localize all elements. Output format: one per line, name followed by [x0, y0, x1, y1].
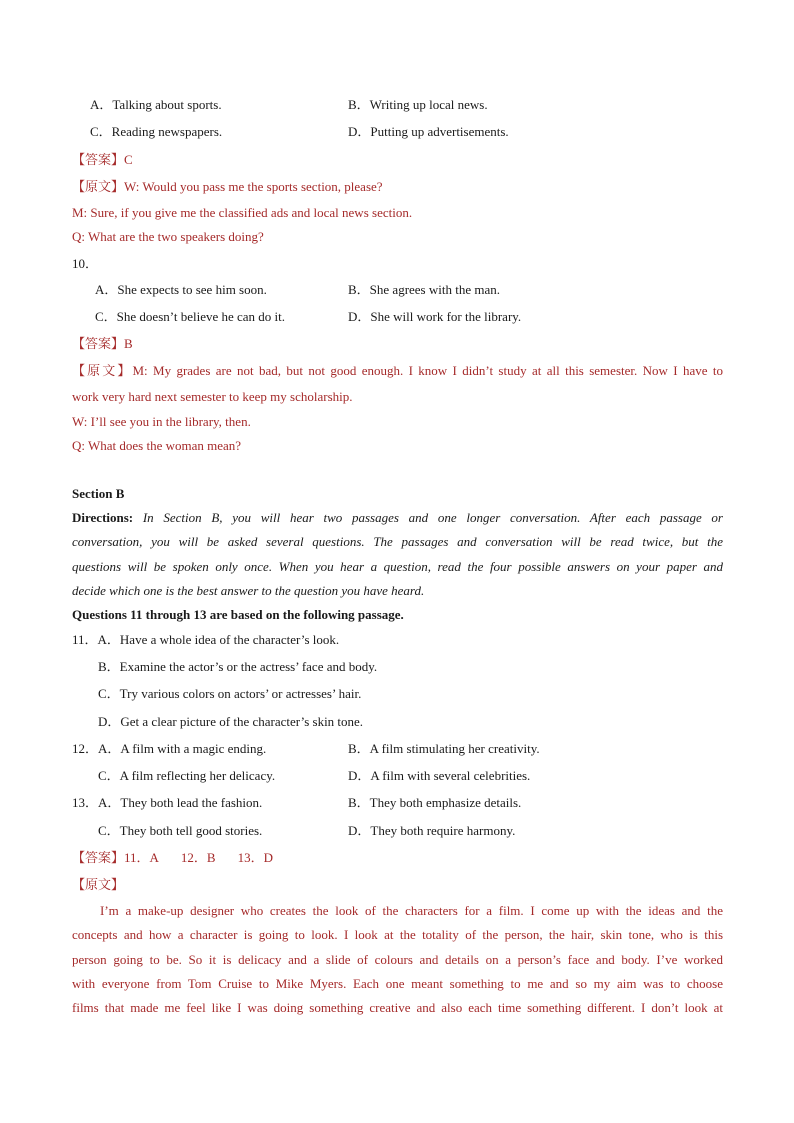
- q13-option-a: 13．A．They both lead the fashion.: [72, 795, 263, 810]
- transcript-line-5: films that made me feel like I was doing something creative and also each time something different. I don’t look at: [72, 1000, 723, 1015]
- q10-option-b: B．She agrees with the man.: [348, 282, 500, 297]
- q10-option-d: D．She will work for the library.: [348, 309, 522, 324]
- q9-answer: 【答案】C: [72, 152, 133, 167]
- q9-transcript-line-1: [72, 179, 383, 195]
- q9-transcript-question: Q: What are the two speakers doing?: [72, 229, 264, 244]
- q10-transcript-line-3: W: I’ll see you in the library, then.: [72, 414, 251, 429]
- q11-option-d: D．Get a clear picture of the character’s skin tone.: [98, 714, 364, 729]
- q12-option-c: C．A film reflecting her delicacy.: [98, 768, 276, 783]
- directions-line-1: [72, 510, 723, 526]
- q12-option-d: D．A film with several celebrities.: [348, 768, 531, 783]
- transcript-line-1: I’m a make-up designer who creates the look of the characters for a film. I come up with the ideas and the: [100, 903, 723, 918]
- answers-label: 【答案】: [72, 850, 125, 865]
- answers-11-13: [72, 850, 273, 866]
- q9-option-c: C．Reading newspapers.: [90, 124, 223, 139]
- directions-line-4: decide which one is the best answer to the question you have heard.: [72, 583, 425, 598]
- directions-text-1: In Section B, you will hear two passages and one longer conversation. After each passage or: [133, 510, 723, 525]
- q13-option-d: D．They both require harmony.: [348, 823, 516, 838]
- transcript-11-13-label: 【原文】: [72, 877, 125, 892]
- directions-line-2: conversation, you will be asked several questions. The passages and conversation will be read twice, but the: [72, 534, 723, 549]
- q10-option-a: A．She expects to see him soon.: [95, 282, 267, 297]
- q13-option-c: C．They both tell good stories.: [98, 823, 263, 838]
- q9-transcript-line-2: M: Sure, if you give me the classified ads and local news section.: [72, 205, 413, 220]
- q10-transcript-text-1: M: My grades are not bad, but not good enough. I know I didn’t study at all this semester. Now I have to: [132, 363, 723, 378]
- directions-label: Directions:: [72, 510, 134, 525]
- q9-transcript-text-1: W: Would you pass me the sports section, please?: [124, 179, 383, 194]
- q11-option-a: 11．A．Have a whole idea of the character’s look.: [72, 632, 340, 647]
- q10-transcript-label: 【原文】: [72, 363, 133, 378]
- directions-line-3: questions will be spoken only once. When you hear a question, read the four possible answers on your paper and: [72, 559, 723, 574]
- q9-option-d: D．Putting up advertisements.: [348, 124, 509, 139]
- q10-transcript-line-2: work very hard next semester to keep my scholarship.: [72, 389, 353, 404]
- q9-option-b: B．Writing up local news.: [348, 97, 488, 112]
- transcript-line-3: person going to be. So it is delicacy and a slide of colours and details on a person’s face and body. I’ve worked: [72, 952, 723, 967]
- q10-transcript-line-1: [72, 363, 723, 379]
- q11-option-b: B．Examine the actor’s or the actress’ face and body.: [98, 659, 378, 674]
- q10-option-c: C．She doesn’t believe he can do it.: [95, 309, 286, 324]
- q13-option-b: B．They both emphasize details.: [348, 795, 522, 810]
- q11-option-c: C．Try various colors on actors’ or actresses’ hair.: [98, 686, 362, 701]
- section-b-heading: Section B: [72, 486, 125, 501]
- transcript-line-2: concepts and how a character is going to look. I look at the totality of the person, the hair, skin tone, who is this: [72, 927, 723, 942]
- q9-option-a: A．Talking about sports.: [90, 97, 222, 112]
- q12-option-b: B．A film stimulating her creativity.: [348, 741, 540, 756]
- q10-answer: 【答案】B: [72, 336, 133, 351]
- answer-12: 12．B: [180, 850, 216, 865]
- questions-11-13-heading: Questions 11 through 13 are based on the following passage.: [72, 607, 404, 622]
- q12-option-a: 12．A．A film with a magic ending.: [72, 741, 267, 756]
- answer-11: 11．A: [124, 850, 159, 865]
- q10-number: 10．: [72, 256, 99, 271]
- transcript-line-4: with everyone from Tom Cruise to Mike Myers. Each one meant something to me and so my aim was to choose: [72, 976, 723, 991]
- q10-transcript-question: Q: What does the woman mean?: [72, 438, 242, 453]
- answer-13: 13．D: [237, 850, 273, 865]
- q9-transcript-label: 【原文】: [72, 179, 125, 194]
